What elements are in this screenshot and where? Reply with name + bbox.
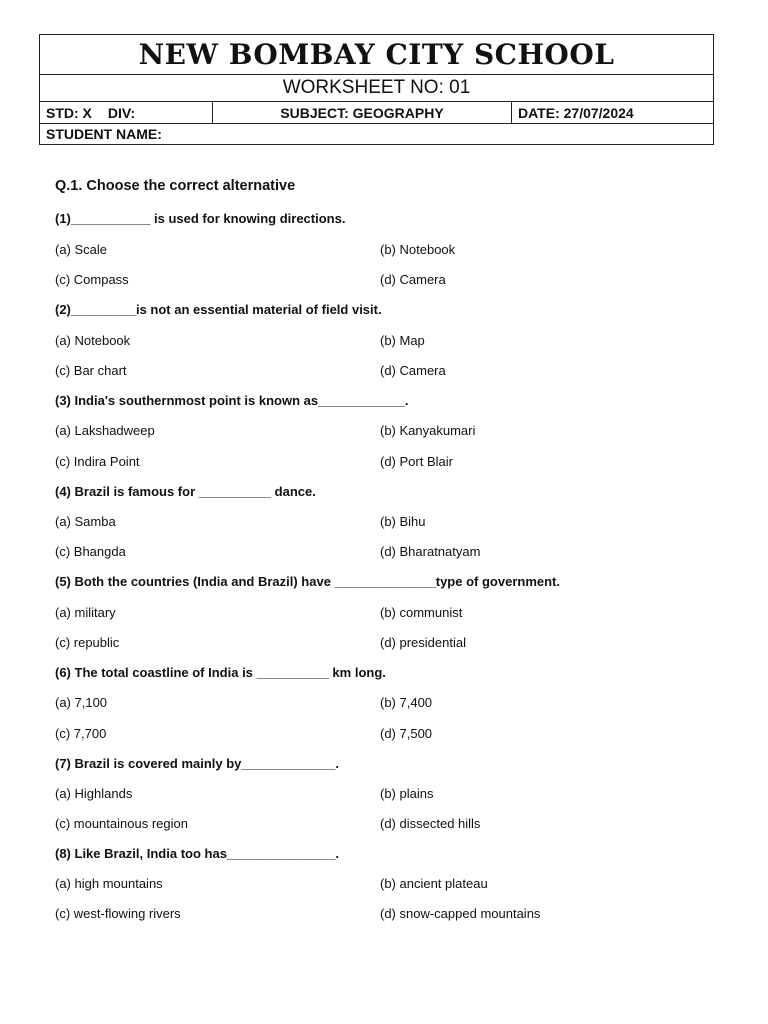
date-cell: DATE: 27/07/2024 bbox=[518, 104, 634, 121]
option-7b: (b) plains bbox=[380, 786, 434, 801]
option-2d: (d) Camera bbox=[380, 363, 446, 378]
option-5d: (d) presidential bbox=[380, 635, 466, 650]
option-8a: (a) high mountains bbox=[55, 876, 163, 891]
header-table bbox=[39, 34, 714, 145]
question-3: (3) India's southernmost point is known as____________. bbox=[55, 393, 409, 408]
school-name: NEW BOMBAY CITY SCHOOL bbox=[40, 35, 713, 75]
option-1d: (d) Camera bbox=[380, 272, 446, 287]
section-title: Q.1. Choose the correct alternative bbox=[55, 178, 296, 194]
option-4d: (d) Bharatnatyam bbox=[380, 544, 481, 559]
option-6a: (a) 7,100 bbox=[55, 695, 108, 710]
option-1a: (a) Scale bbox=[55, 242, 108, 257]
option-7c: (c) mountainous region bbox=[55, 816, 188, 831]
option-5c: (c) republic bbox=[55, 635, 120, 650]
option-3b: (b) Kanyakumari bbox=[380, 423, 476, 438]
option-3d: (d) Port Blair bbox=[380, 454, 453, 469]
option-4c: (c) Bhangda bbox=[55, 544, 126, 559]
question-6: (6) The total coastline of India is __________ km long. bbox=[55, 665, 386, 680]
subject-cell: SUBJECT: GEOGRAPHY bbox=[213, 102, 512, 123]
option-8b: (b) ancient plateau bbox=[380, 876, 488, 891]
div-label: DIV: bbox=[107, 104, 136, 121]
option-2c: (c) Bar chart bbox=[55, 363, 127, 378]
option-4a: (a) Samba bbox=[55, 514, 116, 529]
student-name-row: STUDENT NAME: bbox=[46, 126, 162, 142]
std-label: STD: X bbox=[46, 104, 92, 121]
option-8d: (d) snow-capped mountains bbox=[380, 906, 541, 921]
option-5b: (b) communist bbox=[380, 605, 463, 620]
option-8c: (c) west-flowing rivers bbox=[55, 906, 181, 921]
option-2a: (a) Notebook bbox=[55, 333, 131, 348]
info-row bbox=[40, 102, 713, 124]
option-1c: (c) Compass bbox=[55, 272, 129, 287]
option-1b: (b) Notebook bbox=[380, 242, 456, 257]
question-5: (5) Both the countries (India and Brazil) have ______________type of government. bbox=[55, 574, 560, 589]
question-8: (8) Like Brazil, India too has_______________. bbox=[55, 846, 339, 861]
question-1: (1)___________ is used for knowing directions. bbox=[55, 211, 346, 226]
option-7d: (d) dissected hills bbox=[380, 816, 481, 831]
option-5a: (a) military bbox=[55, 605, 116, 620]
worksheet-number: WORKSHEET NO: 01 bbox=[40, 75, 713, 102]
question-2: (2)_________is not an essential material of field visit. bbox=[55, 302, 382, 317]
question-4: (4) Brazil is famous for __________ dance. bbox=[55, 484, 316, 499]
option-6d: (d) 7,500 bbox=[380, 726, 433, 741]
option-3c: (c) Indira Point bbox=[55, 454, 140, 469]
option-7a: (a) Highlands bbox=[55, 786, 133, 801]
option-6b: (b) 7,400 bbox=[380, 695, 433, 710]
option-2b: (b) Map bbox=[380, 333, 425, 348]
option-4b: (b) Bihu bbox=[380, 514, 426, 529]
option-6c: (c) 7,700 bbox=[55, 726, 107, 741]
question-7: (7) Brazil is covered mainly by_____________. bbox=[55, 756, 340, 771]
std-div-cell bbox=[40, 102, 213, 123]
option-3a: (a) Lakshadweep bbox=[55, 423, 155, 438]
